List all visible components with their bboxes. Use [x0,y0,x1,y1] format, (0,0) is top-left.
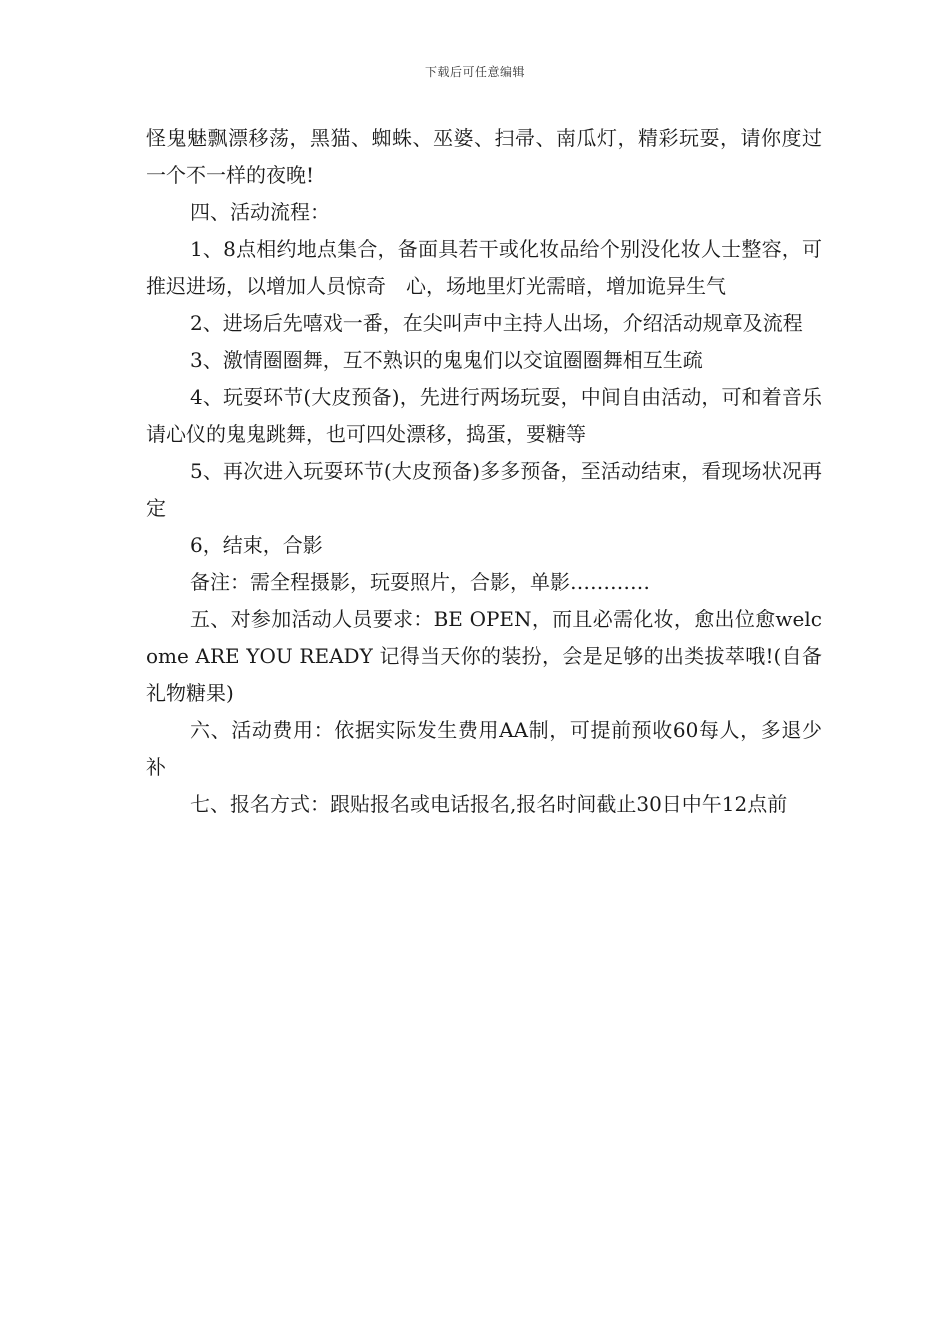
page-header: 下载后可任意编辑 [424,65,525,79]
paragraph-step-1: 1、8点相约地点集合，备面具若干或化妆品给个别没化妆人士整容，可推迟进场，以增加人员惊奇 心，场地里灯光需暗，增加诡异生气 [146,237,822,298]
paragraph-step-6: 6，结束，合影 [190,533,323,557]
paragraph-registration: 七、报名方式：跟贴报名或电话报名,报名时间截止30日中午12点前 [190,792,788,816]
paragraph-participant-requirements: 五、对参加活动人员要求：BE OPEN，而且必需化妆，愈出位愈welcome ARE YOU READY 记得当天你的装扮，会是足够的出类拔萃哦!(自备礼物糖果) [146,607,822,705]
paragraph-activity-fee: 六、活动费用：依据实际发生费用AA制，可提前预收60每人，多退少补 [146,718,822,779]
paragraph-step-2: 2、进场后先嘻戏一番，在尖叫声中主持人出场，介绍活动规章及流程 [190,311,803,335]
paragraph-note: 备注：需全程摄影，玩耍照片，合影，单影………… [190,570,650,594]
heading-activity-process: 四、活动流程： [190,200,330,224]
paragraph-step-3: 3、激情圈圈舞，互不熟识的鬼鬼们以交谊圈圈舞相互生疏 [190,348,703,372]
paragraph-step-5: 5、再次进入玩耍环节(大皮预备)多多预备，至活动结束，看现场状况再定 [146,459,822,520]
paragraph-step-4: 4、玩耍环节(大皮预备)，先进行两场玩耍，中间自由活动，可和着音乐请心仪的鬼鬼跳舞，也可四处漂移，捣蛋，要糖等 [146,385,822,446]
document-body [146,120,822,823]
paragraph-intro: 怪鬼魅飘漂移荡，黑猫、蜘蛛、巫婆、扫帚、南瓜灯，精彩玩耍，请你度过一个不一样的夜晚! [146,126,822,187]
